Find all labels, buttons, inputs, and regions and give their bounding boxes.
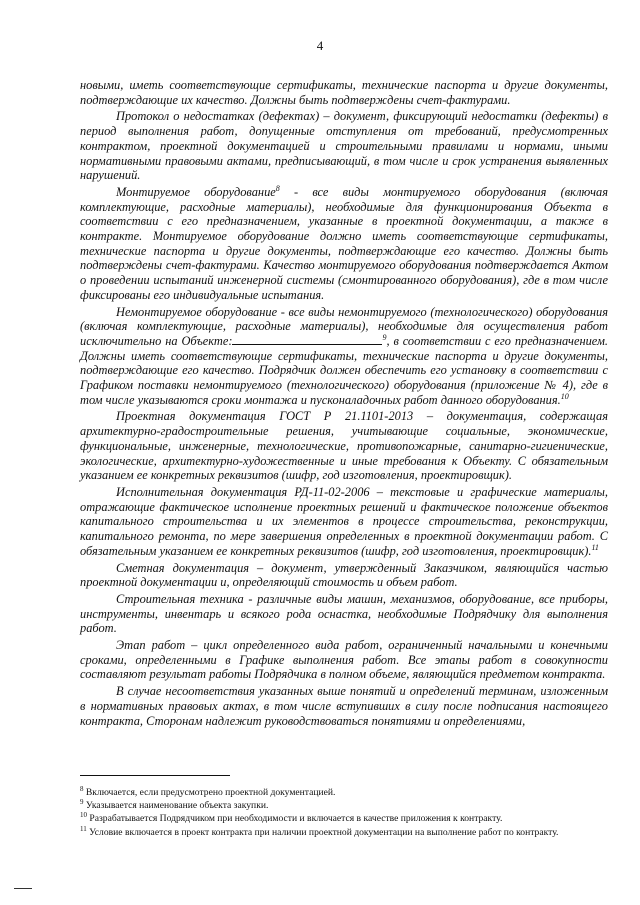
paragraph-construction-equipment: Строительная техника - различные виды машин, механизмов, оборудование, все приборы, инструменты, инвентарь и всякого рода оснастка, необходимые Подрядчику для выполнения работ. — [80, 591, 608, 636]
footnote-number: 9 — [80, 798, 84, 807]
footnote-text: Включается, если предусмотрено проектной документацией. — [83, 787, 336, 798]
footnote — [80, 812, 608, 825]
executive-documentation-text: Исполнительная документация РД-11-02-2006 – текстовые и графические материалы, отражающие фактическое исполнение проектных решений и фактическое положение объектов капитального строительства и их элементов в процессе строительства, реконструкции, капитального ремонта, по мере завершения определенных в проектной документации работ. С обязательным указанием ее конкретных реквизитов (шифр, год изготовления, проектировщик). — [80, 484, 608, 558]
paragraph-defect-protocol: Протокол о недостатках (дефектах) – документ, фиксирующий недостатки (дефекты) в период выполнения работ, допущенные отступления от требований, предусмотренных контрактом, проектной документацией и строительными правилами и нормами, иными нормативными правовыми актами, предписывающий, в том числе и срок устранения выявленных нарушений. — [80, 109, 608, 183]
footnote-separator — [80, 775, 230, 776]
paragraph-project-documentation: Проектная документация ГОСТ Р 21.1101-2013 – документация, содержащая архитектурно-градостроительные решения, учитывающие социальные, экономические, функциональные, инженерные, технологические, противопожарные, санитарно-гигиенические, экологические, архитектурно-художественные и иные требования к Объекту. С обязательным указанием ее конкретных реквизитов (шифр, год изготовления, проектировщик). — [80, 409, 608, 483]
paragraph-estimate-documentation: Сметная документация – документ, утвержденный Заказчиком, являющийся частью проектной документации и, определяющий стоимость и объем работ. — [80, 560, 608, 590]
mounted-equipment-term: Монтируемое оборудование — [116, 184, 276, 199]
mounted-equipment-text: - все виды монтируемого оборудования (включая комплектующие, расходные материалы), необходимые для функционирования Объекта в соответствии с его предназначением, указанные в проектной документации, а также в контракте. Монтируемое оборудование должно иметь соответствующие сертификаты, технические паспорта и другие документы, подтверждающие его качество. Должны быть подтверждены счет-фактурами. Качество монтируемого оборудования подтверждается Актом о проведении испытаний инженерной системы (смонтированного оборудования), где в том числе фиксированы его индивидуальные испытания. — [80, 184, 608, 302]
paragraph-continuation: новыми, иметь соответствующие сертификаты, технические паспорта и другие документы, подтверждающие их качество. Должны быть подтверждены счет-фактурами. — [80, 78, 608, 107]
footnote — [80, 799, 608, 812]
scan-edge-mark — [14, 888, 32, 889]
footnote-ref-11: 11 — [591, 542, 599, 552]
footnote-ref-10: 10 — [560, 391, 569, 401]
document-body — [80, 78, 608, 730]
footnote-ref-9: 9 — [382, 332, 387, 342]
footnote-number: 11 — [80, 824, 87, 833]
footnote-number: 10 — [80, 811, 87, 820]
footnote-ref-8: 8 — [275, 183, 280, 193]
page-number: 4 — [316, 38, 324, 53]
paragraph-executive-documentation — [80, 485, 608, 559]
footnote-text: Условие включается в проект контракта при наличии проектной документации на выполнение работ по контракту. — [86, 826, 559, 838]
paragraph-mounted-equipment — [80, 185, 608, 303]
object-name-blank — [232, 334, 382, 345]
paragraph-terms-discrepancy: В случае несоответствия указанных выше понятий и определений терминам, изложенным в нормативных правовых актах, в том числе вступивших в силу после подписания настоящего контракта, Сторонам надлежит руководствоваться понятиями и определениями, — [80, 684, 608, 728]
non-mounted-equipment-text-b: , в соответствии с его предназначением. Должны иметь соответствующие сертификаты, технические паспорта и другие документы, подтверждающие его качество. Подрядчик должен обеспечить его установку в соответствии с Графиком поставки немонтируемого (технологического) оборудования (приложение № 4), где в том числе указываются сроки монтажа и пусконаладочных работ данного оборудования. — [80, 333, 609, 407]
footnote-text: Разрабатывается Подрядчиком при необходимости и включается в качестве приложения к контракту. — [87, 813, 503, 825]
footnote-number: 8 — [80, 784, 84, 793]
paragraph-non-mounted-equipment — [80, 305, 608, 408]
footnote — [80, 826, 608, 839]
non-mounted-equipment-text-a: Немонтируемое оборудование - все виды немонтируемого (технологического) оборудования (включая комплектующие, расходные материалы), необходимые для осуществления работ исключительно на Объекте: — [80, 304, 608, 348]
footnote-text: Указывается наименование объекта закупки. — [83, 800, 269, 812]
footnotes — [80, 786, 608, 839]
footnote — [80, 786, 608, 799]
paragraph-work-stage: Этап работ – цикл определенного вида работ, ограниченный начальными и конечными сроками, определенными в Графике выполнения работ. Все этапы работ в совокупности составляют результат работы Подрядчика в полном объеме, являющийся предметом контракта. — [80, 638, 608, 682]
